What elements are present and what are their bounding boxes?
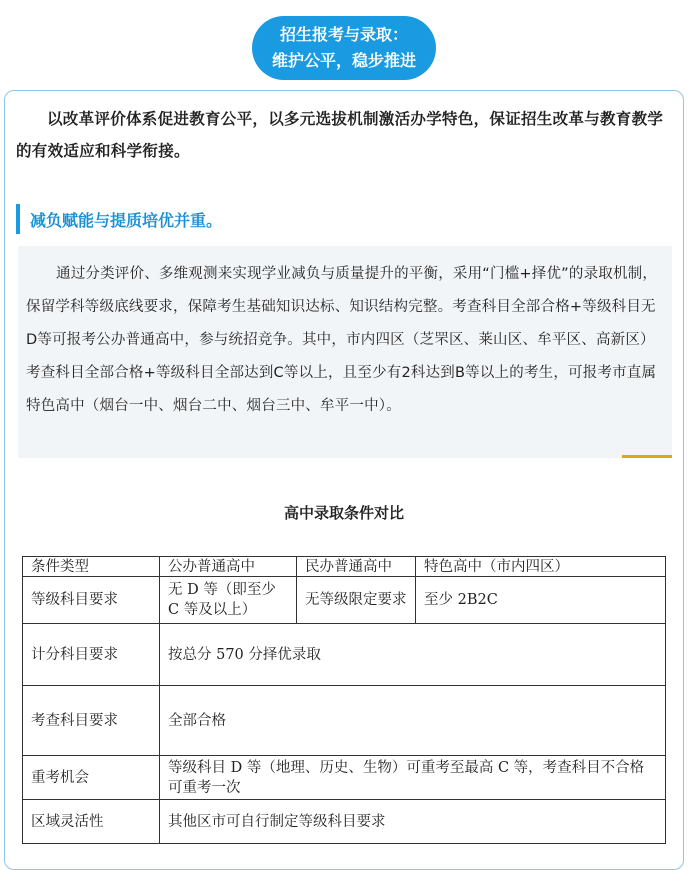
table-cell: 按总分 570 分择优录取 — [160, 624, 666, 686]
table-row — [23, 686, 666, 756]
heading-accent-bar — [16, 204, 20, 234]
subsection-heading-text: 减负赋能与提质培优并重。 — [30, 211, 223, 230]
subsection-heading — [16, 202, 656, 236]
table-row — [23, 577, 666, 624]
table-cell: 其他区市可自行制定等级科目要求 — [160, 800, 666, 844]
row-label: 等级科目要求 — [23, 577, 160, 624]
table-cell: 至少 2B2C — [416, 577, 666, 624]
title-line-1: 招生报考与录取： — [279, 25, 408, 44]
table-cell: 无 D 等（即至少 C 等及以上） — [160, 577, 297, 624]
table-row — [23, 624, 666, 686]
table-title: 高中录取条件对比 — [283, 504, 404, 522]
table-cell: 无等级限定要求 — [297, 577, 416, 624]
header-cell: 条件类型 — [23, 557, 160, 577]
table-row — [23, 800, 666, 844]
header-cell: 公办普通高中 — [160, 557, 297, 577]
intro-paragraph: 以改革评价体系促进教育公平，以多元选拔机制激活办学特色，保证招生改革与教育教学的有效适应和科学衔接。 — [16, 110, 664, 160]
header-cell: 特色高中（市内四区） — [416, 557, 666, 577]
title-line-2: 维护公平，稳步推进 — [271, 51, 416, 70]
row-label: 区域灵活性 — [23, 800, 160, 844]
admission-comparison-table — [22, 556, 666, 844]
row-label: 考查科目要求 — [23, 686, 160, 756]
header-cell: 民办普通高中 — [297, 557, 416, 577]
row-label: 重考机会 — [23, 756, 160, 800]
section-title-badge — [252, 16, 436, 80]
row-label: 计分科目要求 — [23, 624, 160, 686]
table-cell: 等级科目 D 等（地理、历史、生物）可重考至最高 C 等，考查科目不合格可重考一次 — [160, 756, 666, 800]
body-paragraph: 通过分类评价、多维观测来实现学业减负与质量提升的平衡，采用“门槛+择优”的录取机制，保留学科等级底线要求，保障考生基础知识达标、知识结构完整。考查科目全部合格+等级科目无D等可报考公办普通高中，参与统招竞争。其中，市内四区（芝罘区、莱山区、牟平区、高新区）考查科目全部合格+等级科目全部达到C等以上，且至少有2科达到B等以上的考生，可报考市直属特色高中（烟台一中、烟台二中、烟台三中、牟平一中）。 — [26, 266, 658, 414]
table-cell: 全部合格 — [160, 686, 666, 756]
table-row — [23, 756, 666, 800]
panel-accent-line — [622, 455, 672, 458]
table-header-row — [23, 557, 666, 577]
